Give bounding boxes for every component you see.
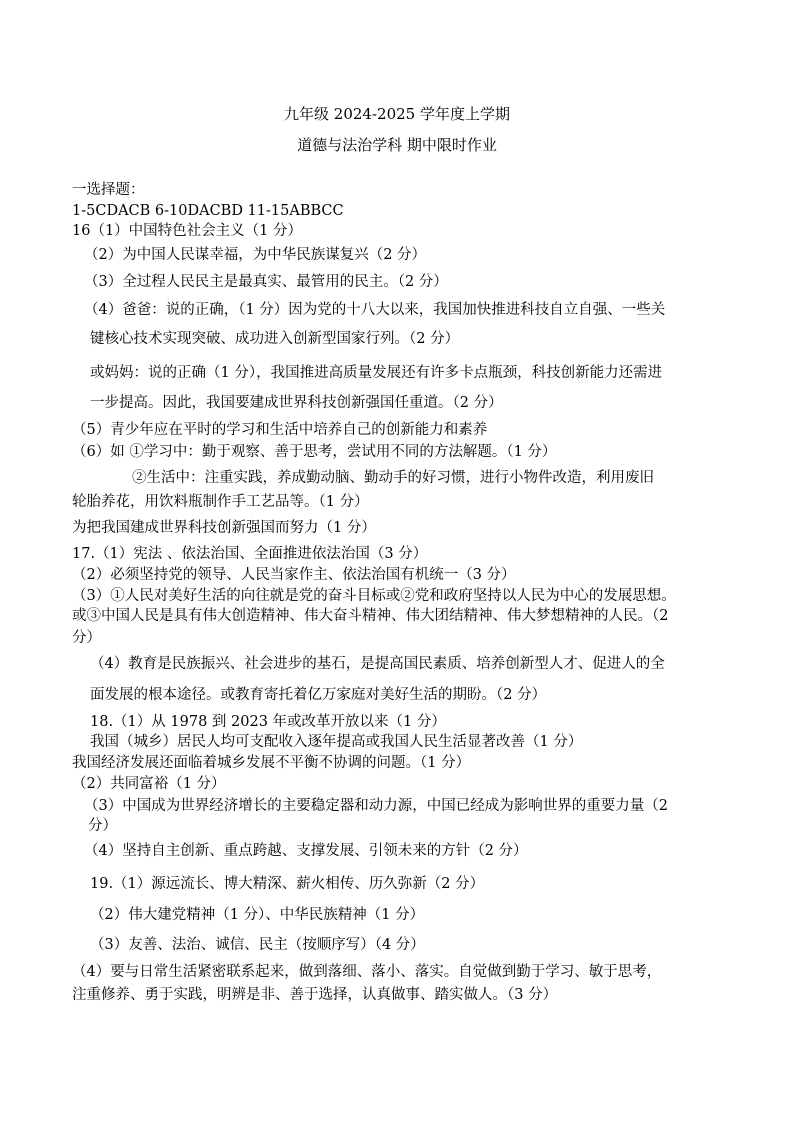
q16-line: （2）为中国人民谋幸福，为中华民族谋复兴（2 分）: [84, 247, 427, 263]
q18-line: 我国（城乡）居民人均可支配收入逐年提高或我国人民生活显著改善（1 分）: [90, 734, 583, 750]
q16-line: （4）爸爸：说的正确，（1 分）因为党的十八大以来，我国加快推进科技自立自强、一些关: [84, 302, 666, 318]
q16-line: （3）全过程人民民主是最真实、最管用的民主。（2 分）: [84, 274, 448, 290]
q17-line: （2）必须坚持党的领导、人民当家作主、依法治国有机统一（3 分）: [72, 567, 516, 583]
page-subtitle: 道德与法治学科 期中限时作业: [297, 136, 497, 154]
q16-line: （5）青少年应在平时的学习和生活中培养自己的创新能力和素养: [72, 422, 488, 438]
q19-line: 注重修养、勇于实践，明辨是非、善于选择，认真做事、踏实做人。（3 分）: [72, 987, 558, 1003]
q16-line: 键核心技术实现突破、成功进入创新型国家行列。（2 分）: [90, 331, 460, 347]
q18-line: 分）: [88, 818, 117, 834]
q16-line: 16（1）中国特色社会主义（1 分）: [72, 223, 303, 239]
q16-line: 为把我国建成世界科技创新强国而努力（1 分）: [72, 520, 376, 536]
q17-line: 面发展的根本途径。或教育寄托着亿万家庭对美好生活的期盼。（2 分）: [90, 687, 547, 703]
q18-line: （3）中国成为世界经济增长的主要稳定器和动力源，中国已经成为影响世界的重要力量（2: [84, 798, 668, 814]
q19-line: （4）要与日常生活紧密联系起来，做到落细、落小、落实。自觉做到勤于学习、敏于思考，: [72, 964, 662, 980]
q18-line: 18.（1）从 1978 到 2023 年或改革开放以来（1 分）: [90, 714, 446, 730]
q16-line: 一步提高。因此，我国要建成世界科技创新强国任重道。（2 分）: [90, 395, 503, 411]
q18-line: （4）坚持自主创新、重点跨越、支撑发展、引领未来的方针（2 分）: [84, 843, 528, 859]
q17-line: 或③中国人民是具有伟大创造精神、伟大奋斗精神、伟大团结精神、伟大梦想精神的人民。（2: [72, 608, 669, 624]
q18-line: （2）共同富裕（1 分）: [72, 776, 226, 792]
q19-line: 19.（1）源远流长、博大精深、薪火相传、历久弥新（2 分）: [90, 876, 485, 892]
q16-line: 或妈妈：说的正确（1 分），我国推进高质量发展还有许多卡点瓶颈，科技创新能力还需进: [90, 365, 663, 381]
q18-line: 我国经济发展还面临着城乡发展不平衡不协调的问题。（1 分）: [72, 755, 471, 771]
q17-line: （3）①人民对美好生活的向往就是党的奋斗目标或②党和政府坚持以人民为中心的发展思想。: [72, 588, 676, 604]
page-title: 九年级 2024-2025 学年度上学期: [284, 105, 510, 123]
q16-line: 轮胎养花，用饮料瓶制作手工艺品等。（1 分）: [72, 494, 369, 510]
section-choice-heading: 一选择题：: [72, 182, 145, 198]
q16-line: （6）如 ①学习中：勤于观察、善于思考，尝试用不同的方法解题。（1 分）: [72, 444, 557, 460]
q16-line: ②生活中：注重实践，养成勤动脑、勤动手的好习惯，进行小物件改造，利用废旧: [132, 470, 654, 486]
q17-line: （4）教育是民族振兴、社会进步的基石，是提高国民素质、培养创新型人才、促进人的全: [90, 656, 665, 672]
q19-line: （3）友善、法治、诚信、民主（按顺序写）（4 分）: [90, 937, 425, 953]
q19-line: （2）伟大建党精神（1 分）、中华民族精神（1 分）: [90, 907, 425, 923]
q17-line: 17.（1）宪法 、依法治国、全面推进依法治国（3 分）: [72, 546, 428, 562]
choice-answers: 1-5CDACB 6-10DACBD 11-15ABBCC: [72, 203, 344, 219]
q17-line: 分）: [72, 630, 101, 646]
